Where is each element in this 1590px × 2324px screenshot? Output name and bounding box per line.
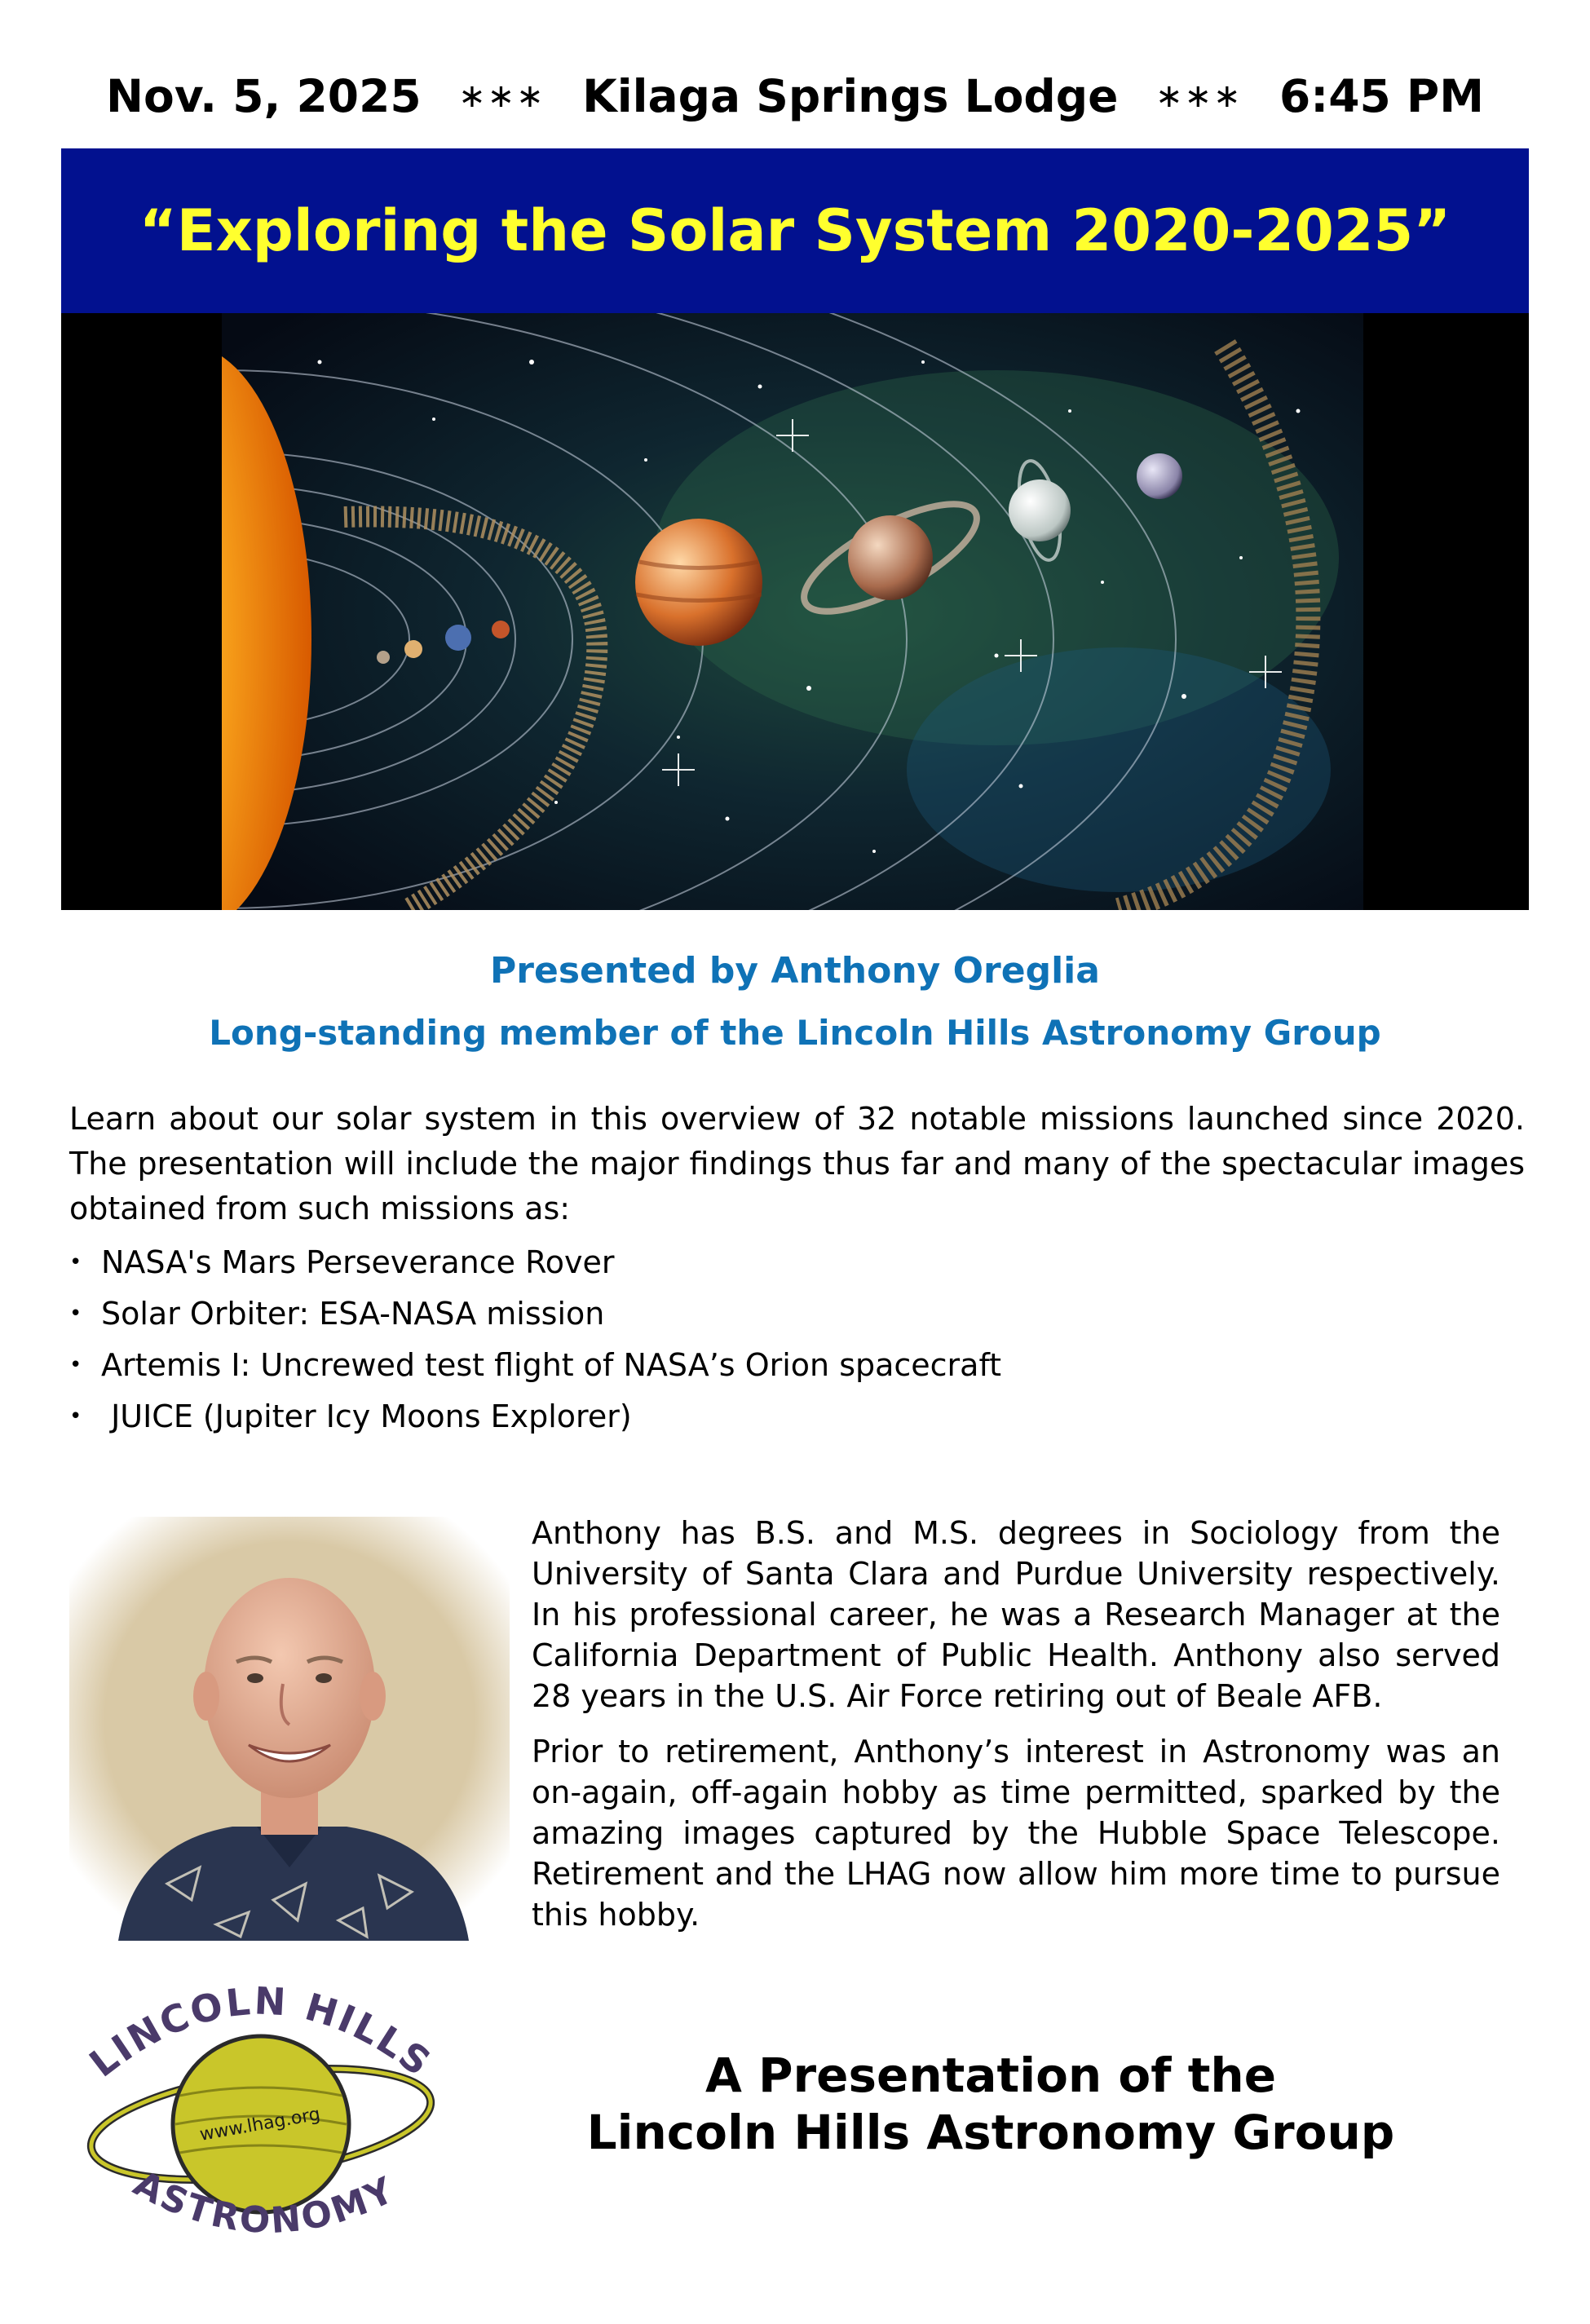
svg-text:LINCOLN HILLS: LINCOLN HILLS bbox=[81, 1978, 441, 2086]
mission-text: Artemis I: Uncrewed test flight of NASA’s Orion spacecraft bbox=[101, 1347, 1002, 1383]
title-banner bbox=[61, 148, 1529, 313]
presentation-title: “Exploring the Solar System 2020-2025” bbox=[139, 197, 1451, 264]
list-item bbox=[69, 1340, 1211, 1391]
mission-text: JUICE (Jupiter Icy Moons Explorer) bbox=[101, 1398, 632, 1434]
saturn-logo-icon bbox=[77, 1957, 444, 2267]
closing-statement bbox=[522, 2047, 1460, 2161]
mission-text: Solar Orbiter: ESA-NASA mission bbox=[101, 1296, 605, 1332]
closing-line: A Presentation of the bbox=[704, 2048, 1277, 2103]
portrait-illustration bbox=[69, 1517, 510, 1941]
list-item bbox=[69, 1288, 1211, 1340]
presenter-affiliation: Long-standing member of the Lincoln Hills Astronomy Group bbox=[209, 1013, 1381, 1053]
event-date: Nov. 5, 2025 bbox=[106, 70, 422, 122]
intro-paragraph: Learn about our solar system in this overview of 32 notable missions launched since 2020. The presentation will include the major findings thus far and many of the spectacular images obtained from such missions as: bbox=[69, 1101, 1525, 1226]
solar-system-image bbox=[61, 313, 1529, 910]
svg-text:ASTRONOMY: ASTRONOMY bbox=[126, 2163, 402, 2242]
separator-stars: ∗∗∗ bbox=[458, 77, 545, 115]
list-item bbox=[69, 1391, 1211, 1443]
separator-stars: ∗∗∗ bbox=[1155, 77, 1243, 115]
presenter-bio bbox=[532, 1513, 1500, 1950]
list-item bbox=[69, 1237, 1211, 1288]
event-time: 6:45 PM bbox=[1279, 70, 1484, 122]
presenter-photo bbox=[69, 1517, 510, 1941]
bio-paragraph: Prior to retirement, Anthony’s interest in Astronomy was an on-again, off-again hobby as time permitted, sparked by the amazing images captured by the Hubble Space Telescope. Retirement and the LHAG now allow him more time to pursue this hobby. bbox=[532, 1734, 1500, 1933]
presenter-name: Presented by Anthony Oreglia bbox=[490, 950, 1100, 992]
bullet-icon: • bbox=[69, 1301, 82, 1326]
event-header bbox=[61, 64, 1529, 129]
bullet-icon: • bbox=[69, 1250, 82, 1275]
bullet-icon: • bbox=[69, 1353, 82, 1377]
bio-paragraph: Anthony has B.S. and M.S. degrees in Sociology from the University of Santa Clara and Purdue University respectively. In his professional career, he was a Research Manager at the California Department of Public Health. Anthony also served 28 years in the U.S. Air Force retiring out of Beale AFB. bbox=[532, 1515, 1500, 1714]
logo-url: www.lhag.org bbox=[198, 2104, 322, 2145]
mission-text: NASA's Mars Perseverance Rover bbox=[101, 1244, 615, 1280]
missions-list bbox=[69, 1237, 1211, 1443]
closing-line: Lincoln Hills Astronomy Group bbox=[586, 2105, 1395, 2160]
solar-system-illustration bbox=[222, 313, 1363, 910]
event-venue: Kilaga Springs Lodge bbox=[582, 70, 1119, 122]
bullet-icon: • bbox=[69, 1404, 82, 1429]
lhag-logo bbox=[77, 1957, 444, 2270]
